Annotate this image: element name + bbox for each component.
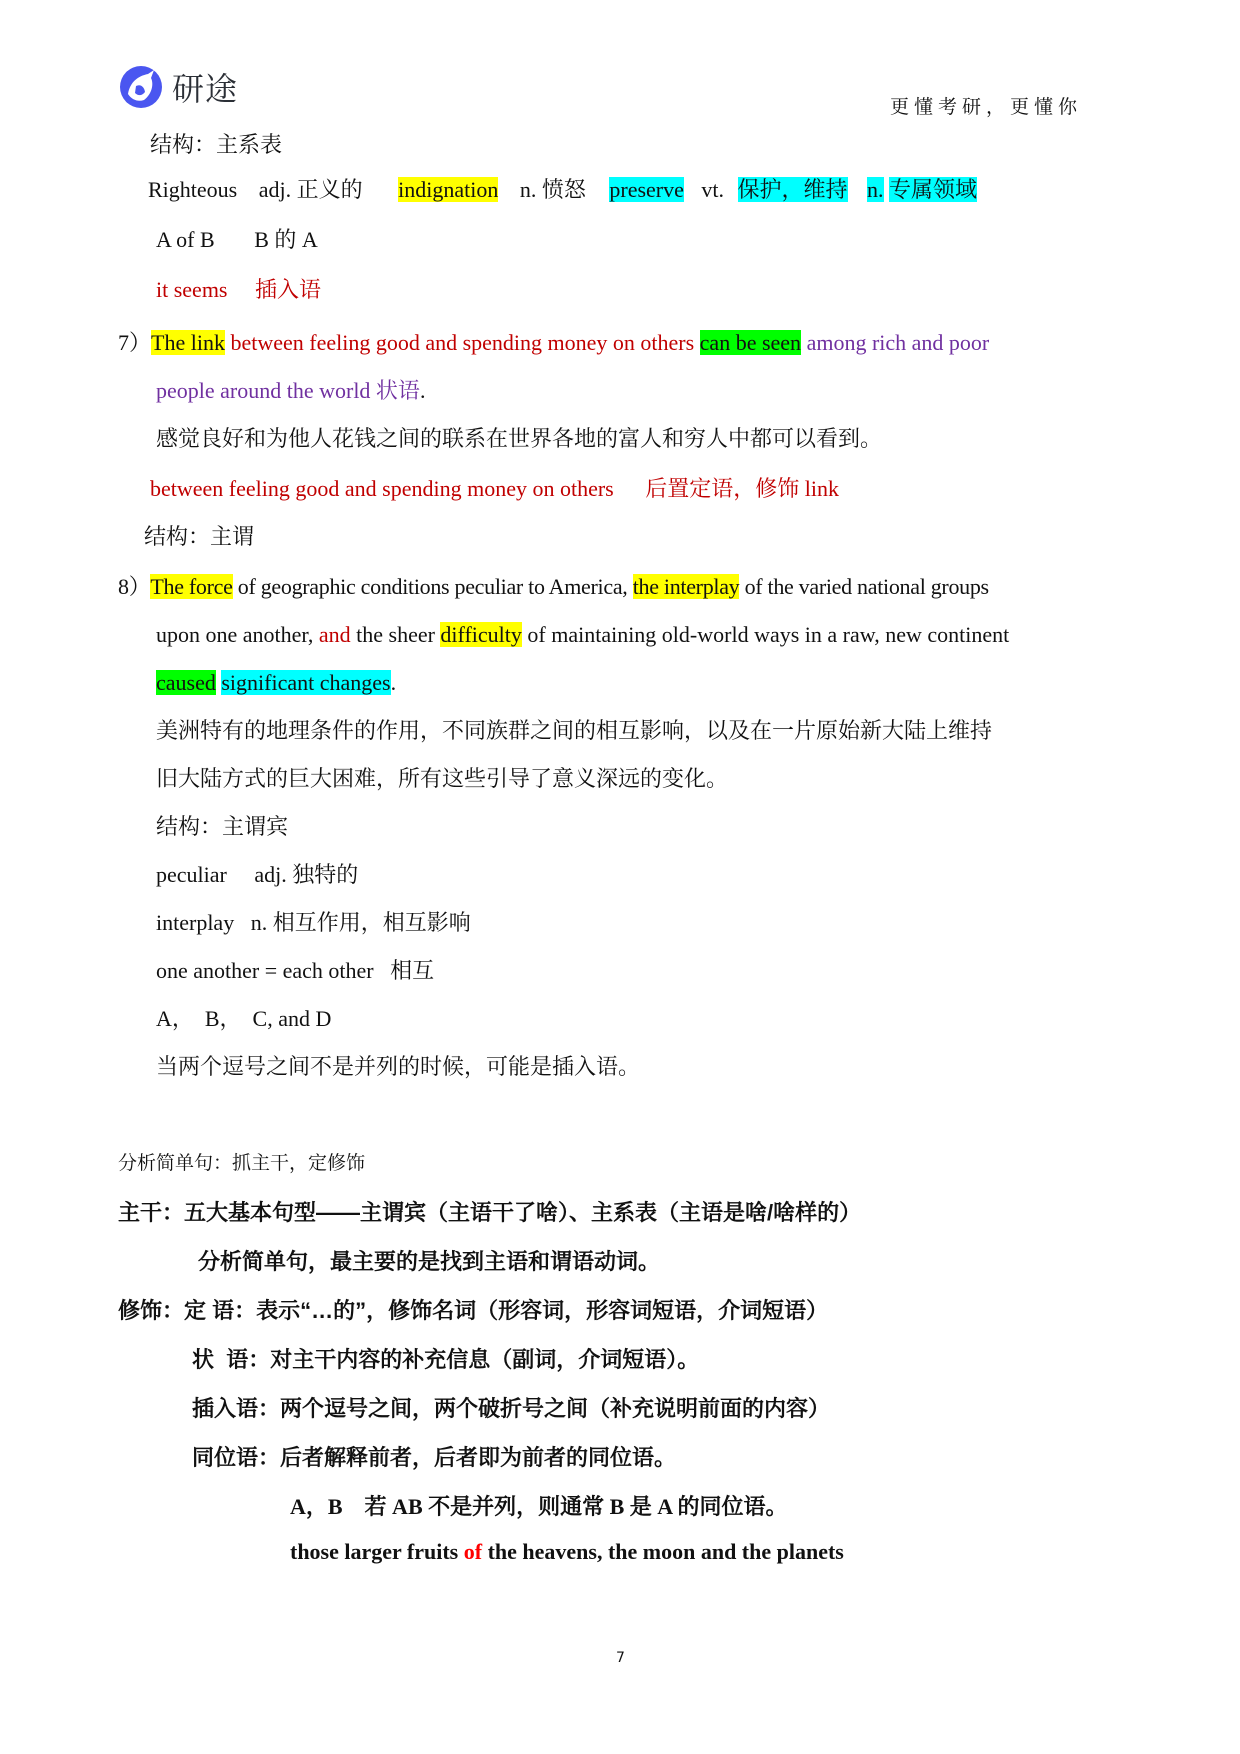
- mod-attributive: 定 语：表示“…的”，修饰名词（形容词，形容词短语，介词短语）: [184, 1298, 829, 1323]
- item7-sentence-line2: [156, 376, 425, 406]
- text: of geographic conditions peculiar to America,: [232, 574, 633, 599]
- subject-highlight: the interplay: [632, 574, 740, 599]
- example-text: the heavens, the moon and the planets: [482, 1539, 844, 1564]
- main-trunk-line: [118, 1196, 861, 1227]
- vocab-line: A， B， C, and D: [156, 1006, 332, 1031]
- vocab-pos: n.: [519, 177, 537, 202]
- item7-translation: 感觉良好和为他人花钱之间的联系在世界各地的富人和穷人中都可以看到。: [156, 426, 883, 451]
- vocab-meaning: 正义的: [296, 177, 363, 202]
- item-number: 7）: [118, 330, 152, 355]
- vocab-pos-highlight: n.: [867, 177, 884, 202]
- it-seems-note: 插入语: [255, 277, 322, 302]
- adverbial: among rich and poor: [801, 330, 990, 355]
- mod-label: 修饰：: [118, 1298, 185, 1323]
- example-text: those larger fruits: [290, 1539, 464, 1564]
- post-modifier: between feeling good and spending money on others: [224, 330, 700, 355]
- text: of maintaining old-world ways in a raw, new continent: [521, 622, 1010, 647]
- vocab-pos: adj.: [258, 177, 292, 202]
- period: .: [419, 378, 426, 403]
- vocab-line: peculiar adj. 独特的: [156, 862, 359, 887]
- vocab-word-highlight: preserve: [609, 177, 684, 202]
- mod-parenthesis: 插入语：两个逗号之间，两个破折号之间（补充说明前面的内容）: [192, 1396, 831, 1421]
- verb-highlight: can be seen: [699, 330, 802, 355]
- item8-translation-2: 旧大陆方式的巨大困难，所有这些引导了意义深远的变化。: [156, 766, 729, 791]
- vocab-line: [148, 175, 977, 205]
- subject-highlight: difficulty: [440, 622, 522, 647]
- slogan: 更懂考研，更懂你: [890, 96, 1083, 118]
- vocab-meaning-highlight: 专属领域: [889, 177, 978, 202]
- note-line: 当两个逗号之间不是并列的时候，可能是插入语。: [156, 1054, 641, 1079]
- brand-name: 研途: [172, 70, 239, 108]
- item8-sentence-line3: [156, 668, 396, 698]
- item8-sentence-line2: [156, 620, 1009, 650]
- modifier-line: [118, 1294, 828, 1325]
- vocab-word: Righteous: [148, 177, 238, 202]
- unicorn-logo-icon: [118, 64, 164, 110]
- subject-highlight: The force: [150, 574, 233, 599]
- it-seems-line: [156, 275, 321, 305]
- it-seems: it seems: [156, 277, 228, 302]
- item7-structure: 结构：主谓: [144, 524, 255, 549]
- main-text: 五大基本句型——主谓宾（主语干了啥）、主系表（主语是啥/啥样的）: [184, 1200, 862, 1225]
- subject-highlight: The link: [151, 330, 225, 355]
- item8-structure: 结构：主谓宾: [156, 814, 289, 839]
- example-of: of: [463, 1539, 483, 1564]
- item8-sentence-line1: [118, 572, 989, 602]
- conjunction: and: [318, 622, 351, 647]
- a-of-b-meaning: B 的 A: [254, 227, 318, 252]
- text: the sheer: [350, 622, 441, 647]
- vocab-line: interplay n. 相互作用，相互影响: [156, 910, 471, 935]
- mod-appositive: 同位语：后者解释前者，后者即为前者的同位语。: [192, 1445, 677, 1470]
- main-label: 主干：: [118, 1200, 185, 1225]
- adverbial-cont: people around the world 状语: [156, 378, 420, 403]
- brand-logo: [118, 64, 238, 110]
- summary-title: 分析简单句：抓主干，定修饰: [118, 1153, 366, 1174]
- vocab-word-highlight: indignation: [398, 177, 499, 202]
- vocab-meaning-highlight: 保护，维持: [737, 177, 848, 202]
- page-number: 7: [616, 1650, 625, 1666]
- vocab-pos: vt.: [701, 177, 725, 202]
- item-number: 8）: [118, 574, 151, 599]
- note-phrase: between feeling good and spending money on others: [150, 476, 614, 501]
- verb-highlight: caused: [156, 670, 216, 695]
- main-sub: 分析简单句，最主要的是找到主语和谓语动词。: [198, 1249, 661, 1274]
- vocab-meaning: 愤怒: [541, 177, 586, 202]
- text: of the varied national groups: [739, 574, 989, 599]
- a-of-b-line: [156, 225, 318, 255]
- period: .: [390, 670, 397, 695]
- text: upon one another,: [156, 622, 319, 647]
- item7-note: [150, 474, 839, 504]
- mod-adverbial: 状 语：对主干内容的补充信息（副词，介词短语）。: [192, 1347, 700, 1372]
- a-of-b: A of B: [156, 227, 215, 252]
- object-highlight: significant changes: [221, 670, 391, 695]
- example-line: [290, 1539, 844, 1565]
- note-label: 后置定语，修饰 link: [645, 476, 839, 501]
- structure-label: 结构：主系表: [150, 132, 283, 157]
- item7-sentence-line1: [118, 328, 989, 358]
- item8-translation-1: 美洲特有的地理条件的作用，不同族群之间的相互影响，以及在一片原始新大陆上维持: [156, 718, 993, 743]
- appositive-rule: A，B 若 AB 不是并列，则通常 B 是 A 的同位语。: [290, 1494, 788, 1519]
- vocab-line: one another = each other 相互: [156, 958, 435, 983]
